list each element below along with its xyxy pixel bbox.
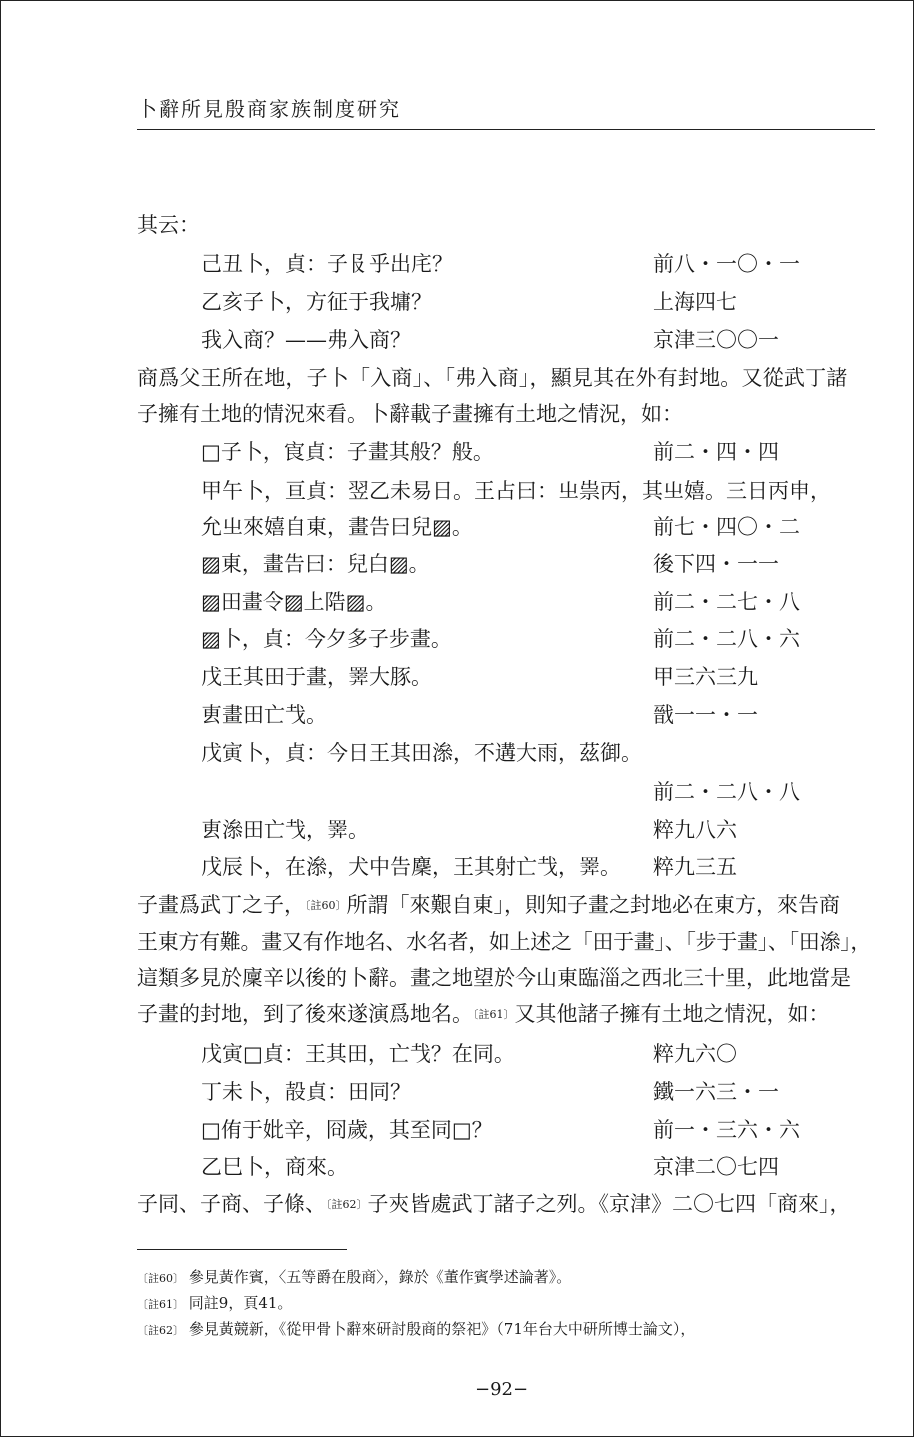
quote-line: □侑于妣辛，冏歲，其至同□？ [201, 1118, 493, 1142]
citation: 前一・三六・六 [653, 1118, 800, 1142]
footnote [137, 1318, 695, 1339]
footnote-text: 參見黃作賓，〈五等爵在殷商〉，錄於《董作賓學述論著》。 [188, 1268, 572, 1286]
citation: 前八・一〇・一 [653, 252, 800, 276]
footnote-rule [137, 1249, 347, 1250]
footnote [137, 1292, 292, 1313]
citation: 前七・四〇・二 [653, 515, 800, 539]
quote-line: 乙巳卜，商來。 [201, 1155, 348, 1179]
quote-line: 我入商？——弗入商？ [201, 328, 411, 352]
running-header: 卜辭所見殷商家族制度研究 [137, 97, 401, 121]
citation: 京津三〇〇一 [653, 328, 779, 352]
quote-line: 允㞢來嬉自東，畫告曰兒▨。 [201, 515, 473, 539]
footnote-reference: 〔註62〕 [326, 1198, 368, 1211]
quote-line: 戊辰卜，在㵕，犬中告麇，王其射亡𢦏，𢍰。 [201, 855, 621, 879]
citation: 前二・二八・六 [653, 627, 800, 651]
citation: 粹九八六 [653, 818, 737, 842]
citation: 戩一一・一 [653, 703, 758, 727]
citation: 鐵一六三・一 [653, 1080, 779, 1104]
text-line: 其云： [137, 213, 200, 237]
quote-line: 甲午卜，亘貞：翌乙未易日。王占曰：㞢祟丙，其㞢嬉。三日丙申， [201, 479, 831, 503]
quote-line: 戊王其田于畫，𢍰大豚。 [201, 665, 432, 689]
quote-line: 己丑卜，貞：子𠬝乎出㡯？ [201, 252, 453, 276]
quote-line: ▨卜，貞：今夕多子步畫。 [201, 627, 452, 651]
header-rule [137, 129, 875, 130]
paragraph-text: 子畫爲武丁之子， [137, 893, 305, 917]
citation: 粹九六〇 [653, 1042, 737, 1066]
quote-line: 叀㵕田亡𢦏，𢍰。 [201, 818, 369, 842]
quote-line: ▨田畫令▨上䧊▨。 [201, 590, 387, 614]
paragraph-line [137, 1001, 830, 1028]
footnote-reference: 〔註61〕 [473, 1008, 515, 1021]
footnote-label: 〔註60〕 [137, 1272, 184, 1285]
citation: 粹九三五 [653, 855, 737, 879]
paragraph-text: 所謂「來艱自東」，則知子畫之封地必在東方，來告商 [346, 893, 840, 917]
citation: 前二・二八・八 [653, 780, 800, 804]
paragraph-line: 商爲父王所在地，子卜「入商」、「弗入商」，顯見其在外有封地。又從武丁諸 [137, 366, 848, 390]
quote-line: 叀畫田亡𢦏。 [201, 703, 327, 727]
citation: 上海四七 [653, 290, 737, 314]
footnote-label: 〔註62〕 [137, 1324, 184, 1337]
quote-line: 丁未卜，㱿貞：田同？ [201, 1080, 411, 1104]
footnote-reference: 〔註60〕 [305, 899, 347, 912]
paragraph-text: 子㚒皆處武丁諸子之列。《京津》二〇七四「商來」， [367, 1192, 851, 1216]
footnote [137, 1266, 571, 1287]
paragraph-text: 又其他諸子擁有土地之情況，如： [514, 1002, 830, 1026]
quote-line: ▨東，畫告曰：兒白▨。 [201, 552, 430, 576]
footnote-text: 同註9，頁41。 [188, 1294, 293, 1312]
quote-line: 戊寅卜，貞：今日王其田㵕，不遘大雨，茲御。 [201, 741, 642, 765]
paragraph-line: 這類多見於廩辛以後的卜辭。畫之地望於今山東臨淄之西北三十里，此地當是 [137, 966, 851, 990]
paragraph-line [137, 1191, 851, 1218]
quote-line: □子卜，㝗貞：子畫其般？般。 [201, 440, 494, 464]
paragraph-text: 子畫的封地，到了後來遂演爲地名。 [137, 1002, 473, 1026]
quote-line: 戊寅□貞：王其田，亡𢦏？在同。 [201, 1042, 515, 1066]
footnote-label: 〔註61〕 [137, 1298, 184, 1311]
page-number: −92− [475, 1379, 529, 1400]
citation: 後下四・一一 [653, 552, 779, 576]
citation: 前二・二七・八 [653, 590, 800, 614]
paragraph-line [137, 892, 840, 919]
citation: 甲三六三九 [653, 665, 758, 689]
citation: 京津二〇七四 [653, 1155, 779, 1179]
paragraph-text: 子同、子商、子條、 [137, 1192, 326, 1216]
paragraph-line: 王東方有難。畫又有作地名、水名者，如上述之「田于畫」、「步于畫」、「田㵕」， [137, 930, 872, 954]
paragraph-line: 子擁有土地的情況來看。卜辭載子畫擁有土地之情況，如： [137, 402, 683, 426]
footnote-text: 參見黃競新，《從甲骨卜辭來研討殷商的祭祀》（71年台大中研所博士論文）， [188, 1320, 696, 1338]
citation: 前二・四・四 [653, 440, 779, 464]
quote-line: 乙亥子卜，方征于我墉？ [201, 290, 432, 314]
